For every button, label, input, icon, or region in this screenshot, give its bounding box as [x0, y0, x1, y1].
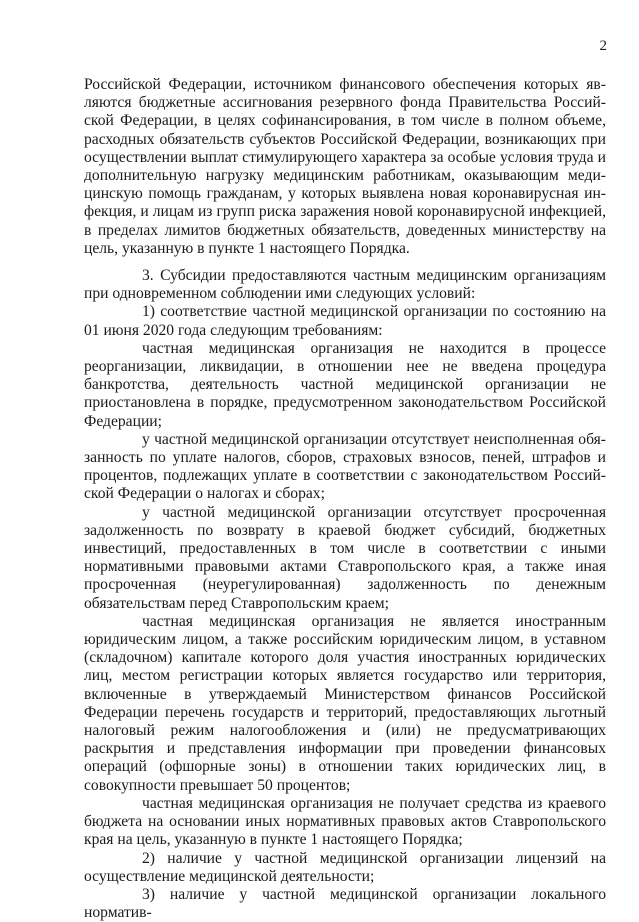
paragraph-requirement-not-foreign: частная медицинская организация не является иностранным юридическим лицом, а также российским юридическим лицом, в уставном (складочном) капитале которого доля участия иностранных юридических лиц, местом регистрации которых является государство или территория, включенные в утверждаемый Министерством финансов Российской Федерации перечень государств и территорий, предоставляющих льготный налоговый режим налогообложения и (или) не предусматривающих раскрытия и представления информации при проведении финансовых операций (офшорные зоны) в отношении таких юридических лиц, в совокупности превышает 50 процентов; — [84, 612, 606, 794]
paragraph-requirement-no-reorganization: частная медицинская организация не находится в процессе реорганизации, ликвидации, в отношении нее не введена процедура банкротства, деятельность частной медицинской организации не приостановлена в порядке, предусмотренном законодательством Российской Федерации; — [84, 339, 606, 430]
page-number: 2 — [599, 38, 607, 54]
section-3-block — [84, 267, 606, 922]
paragraph-condition-1: 1) соответствие частной медицинской организации по состоянию на 01 июня 2020 года следующим требованиям: — [84, 303, 606, 339]
paragraph-requirement-no-tax-debt: у частной медицинской организации отсутствует неисполненная обязанность по уплате налогов, сборов, страховых взносов, пеней, штрафов и процентов, подлежащих уплате в соответствии с законодательством Российской Федерации о налогах и сборах; — [84, 430, 606, 503]
paragraph-section-3-heading: 3. Субсидии предоставляются частным медицинским организациям при одновременном соблюдении ими следующих условий: — [84, 267, 606, 303]
paragraph-condition-2: 2) наличие у частной медицинской организации лицензий на осуществление медицинской деятельности; — [84, 849, 606, 885]
paragraph-requirement-no-budget-debt: у частной медицинской организации отсутствует просроченная задолженность по возврату в краевой бюджет субсидий, бюджетных инвестиций, предоставленных в том числе в соответствии с иными нормативными правовыми актами Ставропольского края, а также иная просроченная (неурегулированная) задолженность по денежным обязательствам перед Ставропольским краем; — [84, 503, 606, 612]
paragraph-condition-3: 3) наличие у частной медицинской организации локального норматив- — [84, 885, 606, 922]
paragraph-continuation: Российской Федерации, источником финансового обеспечения которых являются бюджетные ассигнования резервного фонда Правительства Российской Федерации, в целях софинансирования, в том числе в полном объеме, расходных обязательств субъектов Российской Федерации, возникающих при осуществлении выплат стимулирующего характера за особые условия труда и дополнительную нагрузку медицинским работникам, оказывающим медицинскую помощь гражданам, у которых выявлена новая коронавирусная инфекция, и лицам из групп риска заражения новой коронавирусной инфекцией, в пределах лимитов бюджетных обязательств, доведенных министерству на цель, указанную в пункте 1 настоящего Порядка. — [84, 76, 606, 257]
paragraph-requirement-no-other-funds: частная медицинская организация не получает средства из краевого бюджета на основании иных нормативных правовых актов Ставропольского края на цель, указанную в пункте 1 настоящего Порядка; — [84, 794, 606, 849]
intro-paragraph-block — [84, 76, 606, 258]
